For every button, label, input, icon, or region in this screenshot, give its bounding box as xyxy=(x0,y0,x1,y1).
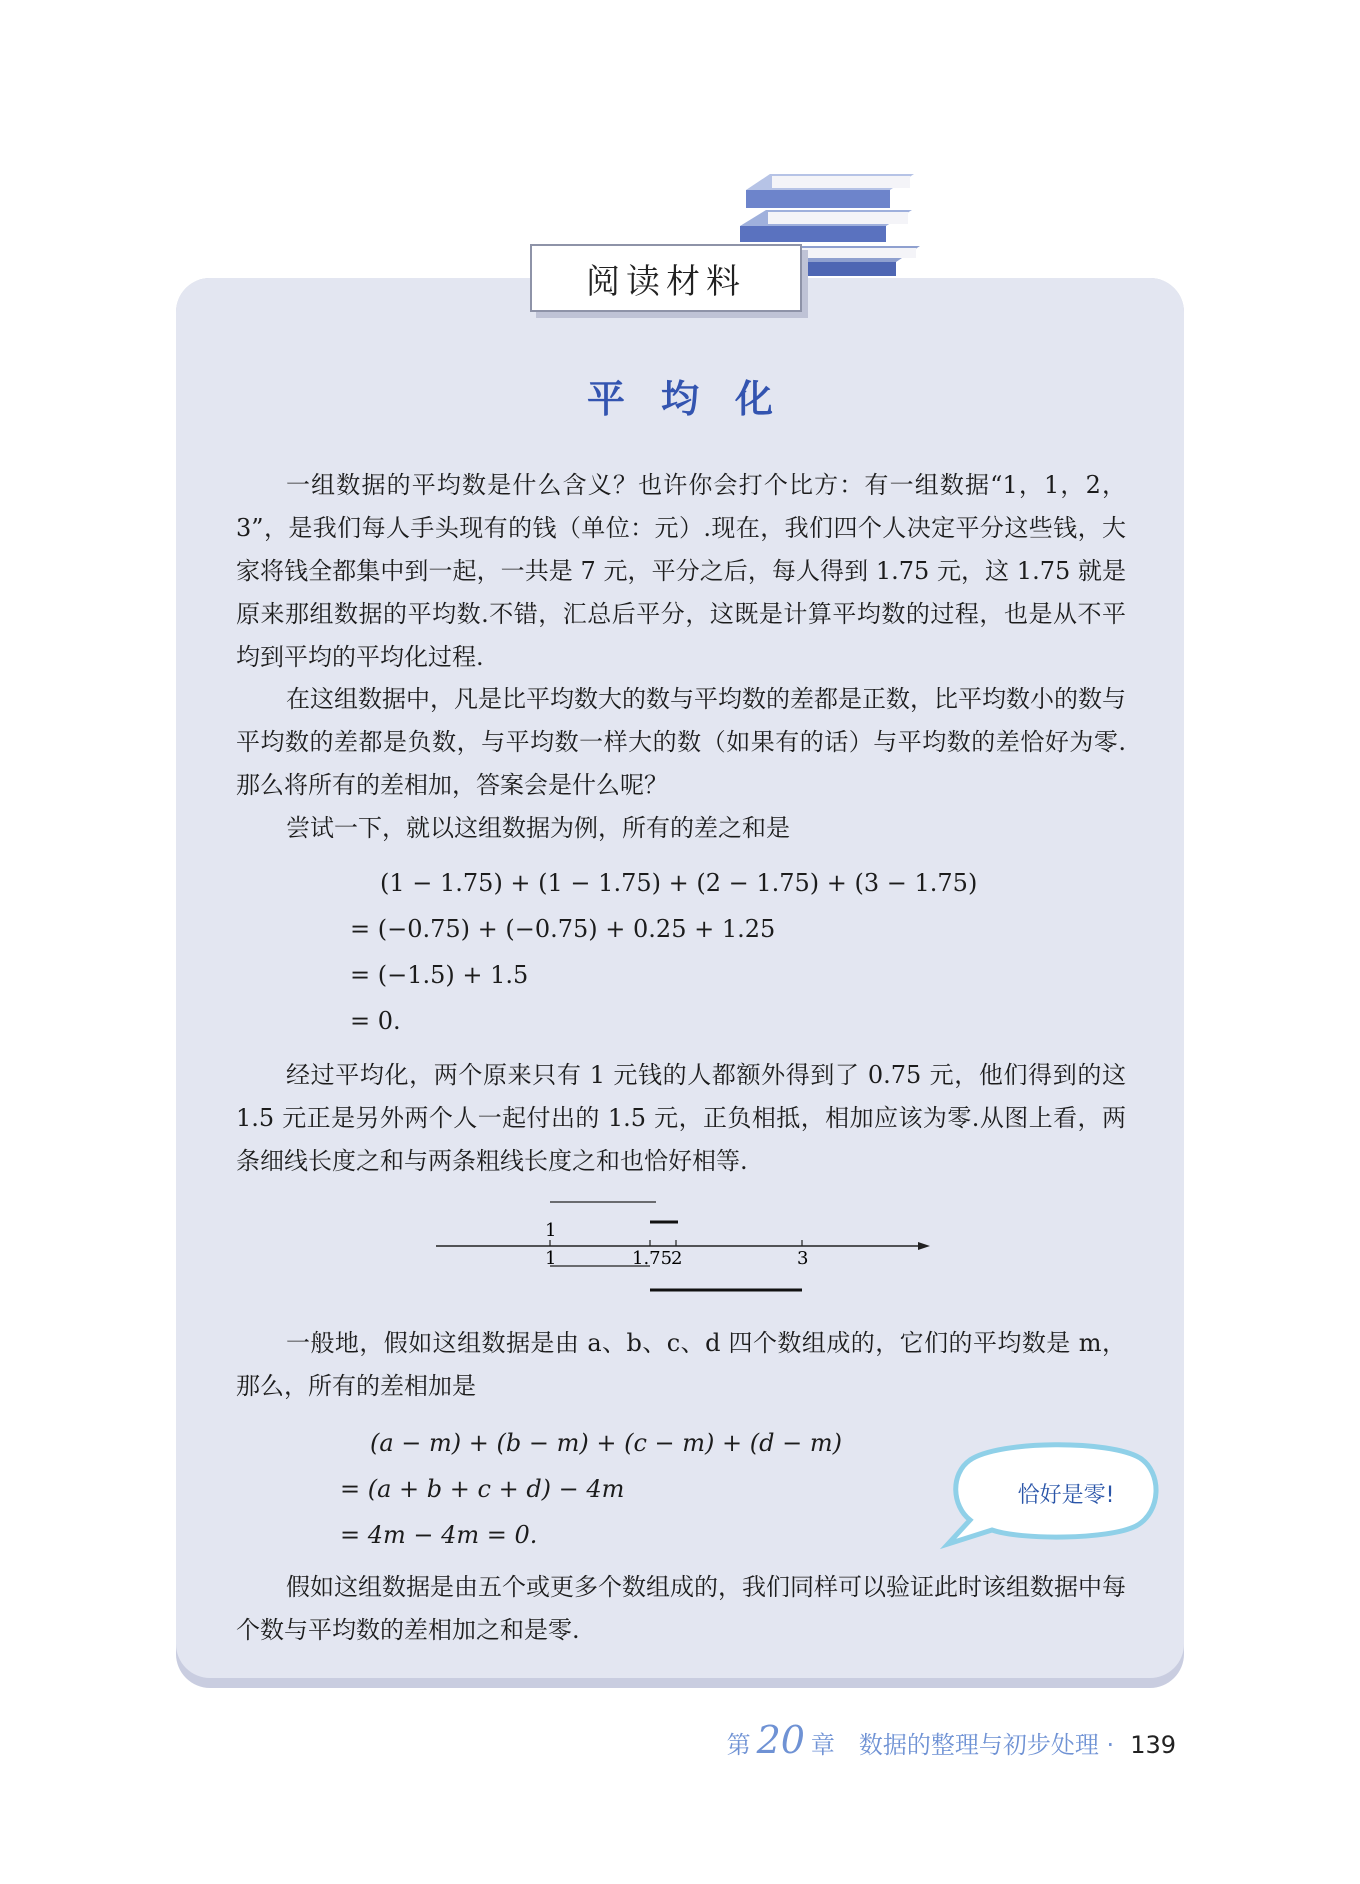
page-title: 平均化 xyxy=(586,377,809,421)
equation-line: = 0. xyxy=(350,1007,401,1035)
equation-line: = 4m − 4m = 0. xyxy=(340,1521,538,1549)
paragraph-3: 尝试一下，就以这组数据为例，所有的差之和是 xyxy=(286,814,790,842)
equation-line: = (−0.75) + (−0.75) + 0.25 + 1.25 xyxy=(350,915,776,943)
speech-bubble-text: 恰好是零! xyxy=(1017,1483,1115,1508)
chapter-suffix: 章 xyxy=(810,1731,835,1759)
chapter-number: 20 xyxy=(756,1718,805,1762)
paragraph-2: 在这组数据中，凡是比平均数大的数与平均数的差都是正数，比平均数小的数与平均数的差都是负数，与平均数一样大的数（如果有的话）与平均数的差恰好为零.那么将所有的差相加，答案会是什么呢？ xyxy=(236,685,1126,799)
paragraph-6: 假如这组数据是由五个或更多个数组成的，我们同样可以验证此时该组数据中每个数与平均数的差相加之和是零. xyxy=(236,1573,1126,1644)
axis-arrow-icon xyxy=(918,1242,930,1250)
number-line-diagram xyxy=(428,1196,938,1300)
chapter-title: 数据的整理与初步处理 · xyxy=(858,1731,1115,1759)
paragraph-1: 一组数据的平均数是什么含义？也许你会打个比方：有一组数据“1，1，2，3”，是我们每人手头现有的钱（单位：元）.现在，我们四个人决定平分这些钱，大家将钱全都集中到一起，一共是 7 元，平分之后，每人得到 1.75 元，这 1.75 就是原来那组数据的平均数.不错，汇总后平分，这既是计算平均数的过程，也是从不平均到平均的平均化过程. xyxy=(236,471,1126,671)
paragraph-5: 一般地，假如这组数据是由 a、b、c、d 四个数组成的，它们的平均数是 m，那么，所有的差相加是 xyxy=(236,1329,1126,1400)
equation-line: (1 − 1.75) + (1 − 1.75) + (2 − 1.75) + (3 − 1.75) xyxy=(380,869,978,897)
chapter-prefix: 第 xyxy=(726,1731,751,1759)
numberline-label: 1.75 xyxy=(632,1248,673,1269)
reading-material-tag: 阅读材料 xyxy=(530,244,802,312)
equation-line: (a − m) + (b − m) + (c − m) + (d − m) xyxy=(370,1429,842,1457)
numberline-label: 3 xyxy=(797,1248,809,1269)
page-footer xyxy=(727,1718,1176,1762)
equation-line: = (−1.5) + 1.5 xyxy=(350,961,529,989)
numberline-label: 1 xyxy=(545,1248,557,1269)
page-number: 139 xyxy=(1130,1731,1176,1759)
numberline-label: 2 xyxy=(671,1248,683,1269)
equation-line: = (a + b + c + d) − 4m xyxy=(340,1475,625,1503)
paragraph-4: 经过平均化，两个原来只有 1 元钱的人都额外得到了 0.75 元，他们得到的这 1.5 元正是另外两个人一起付出的 1.5 元，正负相抵，相加应该为零.从图上看，两条细线长度之和与两条粗线长度之和也恰好相等. xyxy=(236,1061,1126,1175)
numberline-label: 1 xyxy=(545,1220,557,1241)
